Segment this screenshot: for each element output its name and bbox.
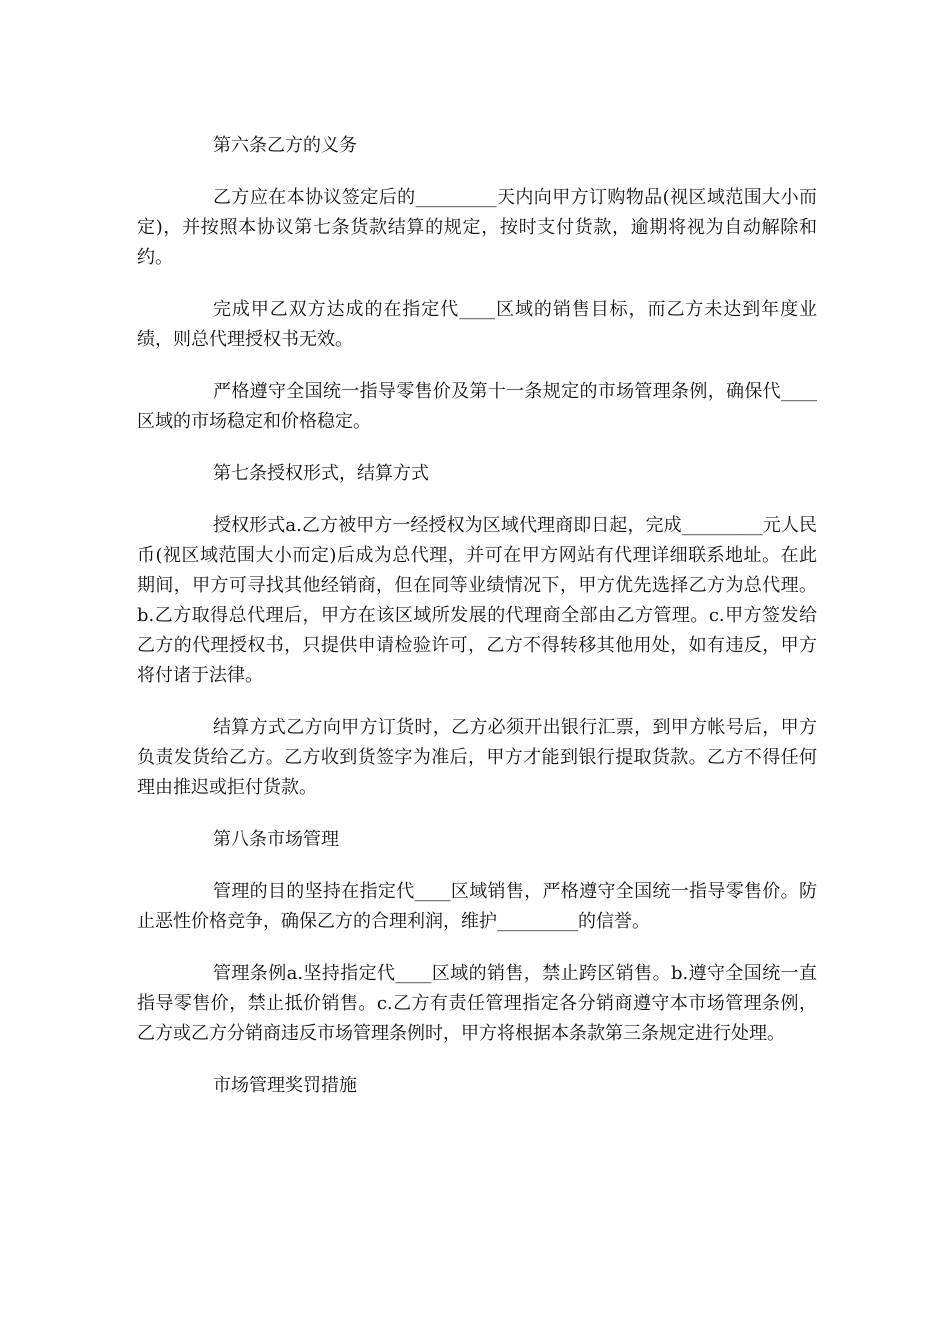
paragraph-management-purpose: 管理的目的坚持在指定代____区域销售，严格遵守全国统一指导零售价。防止恶性价格竞争，确保乙方的合理利润，维护_________的信誉。 xyxy=(137,881,817,932)
paragraph-sales-target: 完成甲乙双方达成的在指定代____区域的销售目标，而乙方未达到年度业绩，则总代理授权书无效。 xyxy=(137,299,817,350)
section-heading-article-7: 第七条授权形式，结算方式 xyxy=(213,463,429,484)
paragraph-settlement-method: 结算方式乙方向甲方订货时，乙方必须开出银行汇票，到甲方帐号后，甲方负责发货给乙方。乙方收到货签字为准后，甲方才能到银行提取货款。乙方不得任何理由推迟或拒付货款。 xyxy=(137,717,817,798)
paragraph-authorization-form: 授权形式a.乙方被甲方一经授权为区域代理商即日起，完成_________元人民币(视区域范围大小而定)后成为总代理，并可在甲方网站有代理详细联系地址。在此期间，甲方可寻找其他经销商，但在同等业绩情况下，甲方优先选择乙方为总代理。b.乙方取得总代理后，甲方在该区域所发展的代理商全部由乙方管理。c.甲方签发给乙方的代理授权书，只提供申请检验许可，乙方不得转移其他用处，如有违反，甲方将付诸于法律。 xyxy=(137,515,817,686)
paragraph-management-rules: 管理条例a.坚持指定代____区域的销售，禁止跨区销售。b.遵守全国统一直指导零售价，禁止抵价销售。c.乙方有责任管理指定各分销商遵守本市场管理条例，乙方或乙方分销商违反市场管理条例时，甲方将根据本条款第三条规定进行处理。 xyxy=(137,963,817,1044)
document-body xyxy=(137,131,817,1123)
paragraph-price-compliance: 严格遵守全国统一指导零售价及第十一条规定的市场管理条例，确保代____区域的市场稳定和价格稳定。 xyxy=(137,381,817,432)
section-heading-article-8: 第八条市场管理 xyxy=(213,829,339,850)
paragraph-order-deadline: 乙方应在本协议签定后的_________天内向甲方订购物品(视区域范围大小而定)，并按照本协议第七条货款结算的规定，按时支付货款，逾期将视为自动解除和约。 xyxy=(137,187,817,268)
section-heading-rewards-penalties: 市场管理奖罚措施 xyxy=(213,1075,357,1096)
section-heading-article-6: 第六条乙方的义务 xyxy=(213,135,357,156)
